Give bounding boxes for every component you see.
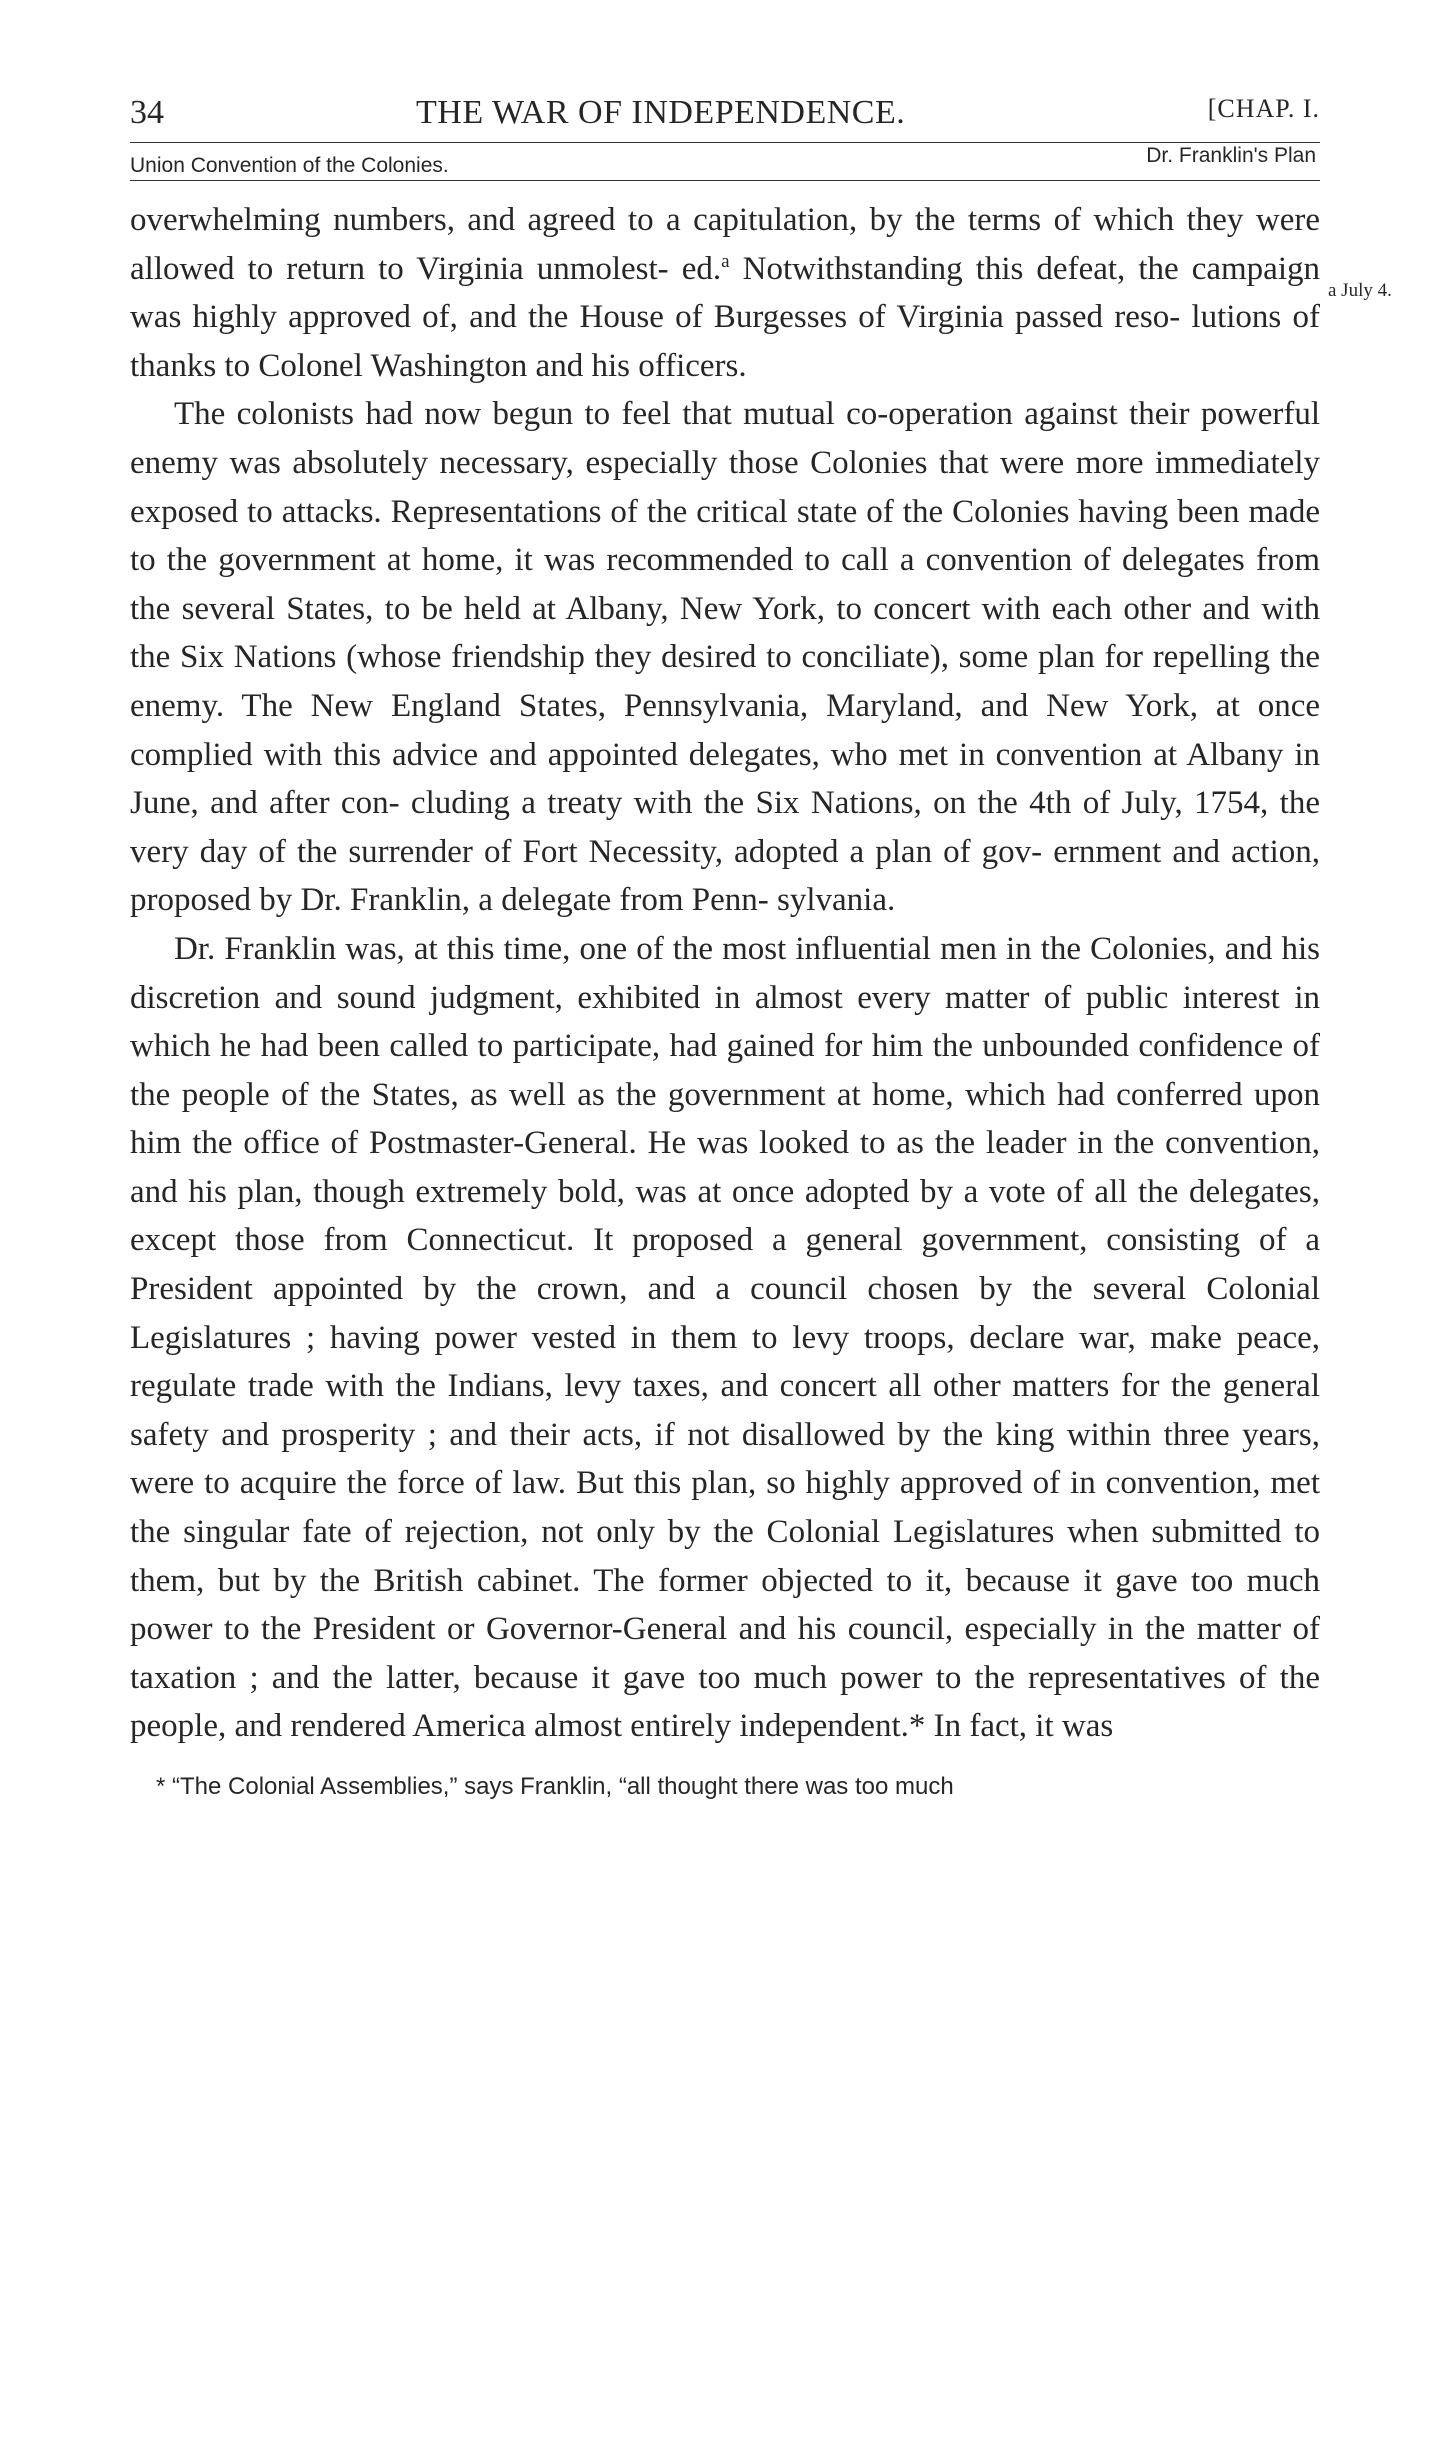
paragraph-1-text: overwhelming numbers, and agreed to a capitulation, by the terms of which they were allowed to return to Virginia unmolest- ed. [130,202,1320,287]
book-title: THE WAR OF INDEPENDENCE. [416,94,906,131]
running-head [130,88,1320,144]
header-rule [130,142,1320,143]
paragraph-1-continuation: Notwithstanding this defeat, the campaign was highly approved of, and the House of Burgesses of Virginia passed reso- lutions of thanks to Colonel Washington and his officers. [130,250,1320,384]
paragraph-1 [130,196,1320,390]
chapter-label: [CHAP. I. [1207,94,1320,123]
body-text [130,196,1320,1751]
subheader-right: Dr. Franklin's Plan [1146,144,1316,167]
footnote: * “The Colonial Assemblies,” says Franklin, “all thought there was too much [156,1773,954,1800]
paragraph-2: The colonists had now begun to feel that mutual co-operation against their powerful enemy was absolutely necessary, especially those Colonies that were more immediately exposed to attacks. Representations of the critical state of the Colonies having been made to the government at home, it was recommended to call a convention of delegates from the several States, to be held at Albany, New York, to concert with each other and with the Six Nations (whose friendship they desired to conciliate), some plan for repelling the enemy. The New England States, Pennsylvania, Maryland, and New York, at once complied with this advice and appointed delegates, who met in convention at Albany in June, and after con- cluding a treaty with the Six Nations, on the 4th of July, 1754, the very day of the surrender of Fort Necessity, adopted a plan of gov- ernment and action, proposed by Dr. Franklin, a delegate from Penn- sylvania. [130,396,1320,919]
paragraph-3: Dr. Franklin was, at this time, one of the most influential men in the Colonies, and his discretion and sound judgment, exhibited in almost every matter of public interest in which he had been called to participate, had gained for him the unbounded confidence of the people of the States, as well as the government at home, which had conferred upon him the office of Postmaster-General. He was looked to as the leader in the convention, and his plan, though extremely bold, was at once adopted by a vote of all the delegates, except those from Connecticut. It proposed a general government, consisting of a President appointed by the crown, and a council chosen by the several Colonial Legislatures ; having power vested in them to levy troops, declare war, make peace, regulate trade with the Indians, levy taxes, and concert all other matters for the general safety and prosperity ; and their acts, if not disallowed by the king within three years, were to acquire the force of law. But this plan, so highly approved of in convention, met the singular fate of rejection, not only by the Colonial Legislatures when submitted to them, but by the British cabinet. The former objected to it, because it gave too much power to the President or Governor-General and his council, especially in the matter of taxation ; and the latter, because it gave too much power to the representatives of the people, and rendered America almost entirely independent.* In fact, it was [130,930,1320,1745]
margin-note: a July 4. [1328,280,1392,301]
section-subheader [130,144,1320,188]
book-page [130,88,1392,1801]
subheader-left: Union Convention of the Colonies. [130,154,449,177]
page-number: 34 [130,94,164,131]
subheader-rule [130,180,1320,181]
footnote-marker-a: a [721,250,730,272]
